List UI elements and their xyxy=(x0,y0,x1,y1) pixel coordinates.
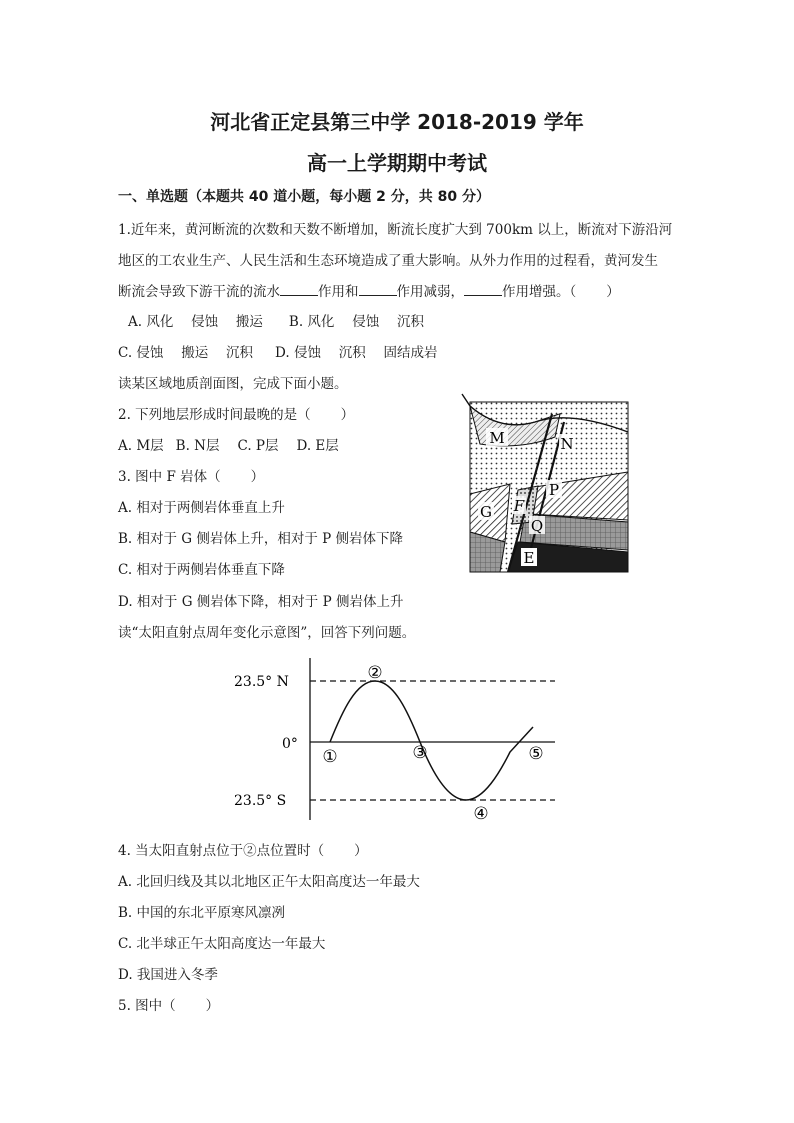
q2-option-d: D. E层 xyxy=(296,438,339,454)
q3-stem xyxy=(118,468,264,486)
point-5-label: ⑤ xyxy=(528,744,544,764)
label-p: P xyxy=(548,481,560,499)
q1-line3-part-b: 作用和 xyxy=(318,284,359,300)
q1-line3 xyxy=(118,283,620,301)
q1-options-ab xyxy=(128,313,424,331)
q4-stem-text: 4. 当太阳直射点位于②点位置时（ xyxy=(118,843,325,859)
q4-option-a: A. 北回归线及其以北地区正午太阳高度达一年最大 xyxy=(118,874,420,890)
q5-stem-text: 5. 图中（ xyxy=(118,998,176,1014)
q2-stem-text: 2. 下列地层形成时间最晚的是（ xyxy=(118,407,311,423)
q4-option-d: D. 我国进入冬季 xyxy=(118,967,218,983)
q5-stem xyxy=(118,997,219,1015)
q1-line3-part-e: ） xyxy=(606,284,620,300)
q1-options-cd xyxy=(118,344,438,362)
sun-path-curve xyxy=(330,681,533,800)
q1-option-c: C. 侵蚀 搬运 沉积 xyxy=(118,345,254,361)
point-2-label: ② xyxy=(367,663,383,683)
section-heading: 一、单选题（本题共 40 道小题，每小题 2 分，共 80 分） xyxy=(118,189,490,205)
label-e: E xyxy=(523,549,535,567)
label-n: N xyxy=(560,435,574,453)
q1-line1: 1.近年来，黄河断流的次数和天数不断增加，断流长度扩大到 700km 以上，断流对下游沿河 xyxy=(118,222,673,238)
label-f: F xyxy=(513,497,525,515)
q3-stem-text: 3. 图中 F 岩体（ xyxy=(118,469,221,485)
q1-line2: 地区的工农业生产、人民生活和生态环境造成了重大影响。从外力作用的过程看，黄河发生 xyxy=(118,253,658,269)
q2-stem-close: ） xyxy=(340,407,355,423)
q3-option-c: C. 相对于两侧岩体垂直下降 xyxy=(118,562,285,578)
q2-option-a: A. M层 xyxy=(118,438,164,454)
q4-stem xyxy=(118,842,368,860)
q4-option-b: B. 中国的东北平原寒风凛冽 xyxy=(118,905,286,921)
q1-line3-part-c: 作用减弱， xyxy=(396,284,464,300)
answer-blank-3 xyxy=(464,283,502,296)
q3-option-d: D. 相对于 G 侧岩体下降，相对于 P 侧岩体上升 xyxy=(118,594,404,610)
q1-line3-part-d: 作用增强。（ xyxy=(502,284,577,300)
answer-blank-1 xyxy=(280,283,318,296)
q1-option-a: A. 风化 侵蚀 搬运 xyxy=(128,314,263,330)
q3-stem-close: ） xyxy=(250,469,265,485)
exam-title-line1: 河北省正定县第三中学 2018-2019 学年 xyxy=(210,110,584,134)
q2-stem xyxy=(118,406,354,424)
sun-intro: 读“太阳直射点周年变化示意图”，回答下列问题。 xyxy=(118,625,416,641)
label-q: Q xyxy=(530,517,544,535)
q2-options xyxy=(118,437,339,455)
label-23-5-s: 23.5° S xyxy=(234,793,287,809)
q3-option-a: A. 相对于两侧岩体垂直上升 xyxy=(118,500,285,516)
q1-line3-part-a: 断流会导致下游干流的流水 xyxy=(118,284,280,300)
point-4-label: ④ xyxy=(473,804,489,824)
exam-title-line2: 高一上学期期中考试 xyxy=(307,151,487,175)
label-m: M xyxy=(489,429,505,447)
point-1-label: ① xyxy=(322,747,338,767)
answer-blank-2 xyxy=(359,283,397,296)
q2-option-b: B. N层 xyxy=(175,438,220,454)
label-g: G xyxy=(480,503,492,521)
q4-stem-close: ） xyxy=(354,843,368,859)
geologic-section-figure xyxy=(460,392,632,574)
label-0-deg: 0° xyxy=(282,736,298,752)
q5-stem-close: ） xyxy=(205,998,220,1014)
point-3-label: ③ xyxy=(412,743,428,763)
label-23-5-n: 23.5° N xyxy=(234,674,289,690)
q1-option-d: D. 侵蚀 沉积 固结成岩 xyxy=(275,345,438,361)
q2-option-c: C. P层 xyxy=(237,438,279,454)
q3-option-b: B. 相对于 G 侧岩体上升，相对于 P 侧岩体下降 xyxy=(118,531,404,547)
q4-option-c: C. 北半球正午太阳高度达一年最大 xyxy=(118,936,326,952)
geo-intro: 读某区域地质剖面图，完成下面小题。 xyxy=(118,376,348,392)
sun-direct-point-figure xyxy=(230,652,570,827)
q1-option-b: B. 风化 侵蚀 沉积 xyxy=(288,314,425,330)
